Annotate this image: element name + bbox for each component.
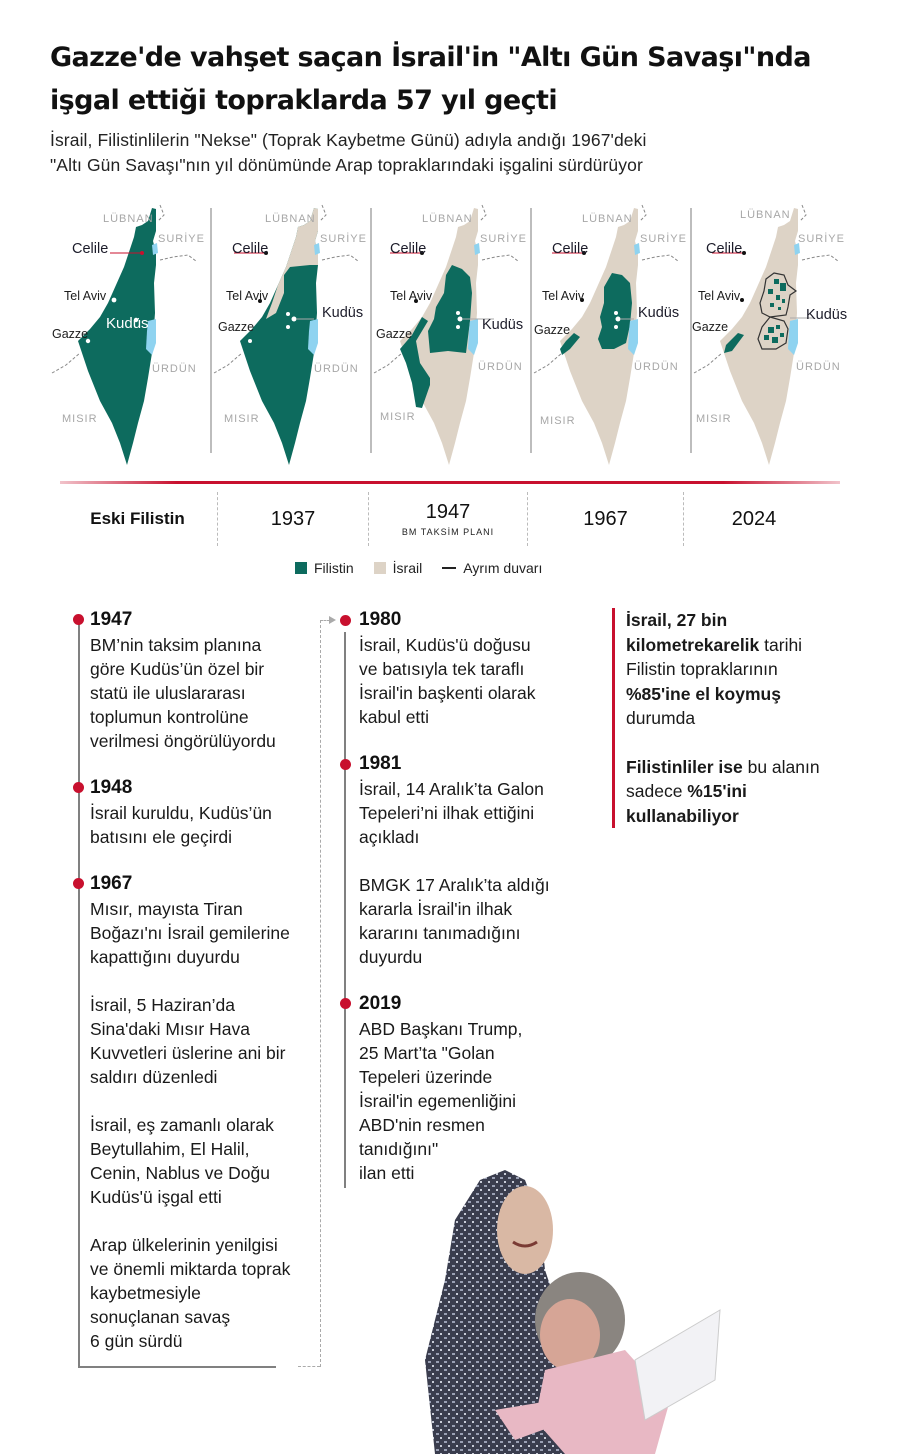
timeline-year-2019: 2019 bbox=[359, 993, 402, 1014]
period-1967 bbox=[528, 490, 683, 548]
label-celile: Celile bbox=[552, 241, 589, 257]
subtitle-line-1: İsrail, Filistinlilerin "Nekse" (Toprak Kaybetme Günü) adıyla andığı 1967'deki bbox=[50, 130, 647, 150]
arrow-right-icon bbox=[329, 616, 336, 624]
timeline-year-1981: 1981 bbox=[359, 753, 402, 774]
label-misir: MISIR bbox=[540, 415, 576, 427]
label-lubnan: LÜBNAN bbox=[103, 213, 154, 225]
map-legend bbox=[295, 560, 542, 576]
label-gazze: Gazze bbox=[376, 327, 413, 341]
period-label: 1937 bbox=[270, 507, 316, 530]
period-2024 bbox=[684, 490, 824, 548]
label-tel-aviv: Tel Aviv bbox=[542, 289, 585, 303]
map-1947 bbox=[370, 203, 530, 473]
timeline-text: ABD Başkanı Trump, 25 Mart’ta "Golan Tepeleri üzerinde İsrail'in egemenliğini ABD'nin resmen tanıdığını" ilan etti bbox=[359, 1019, 523, 1183]
label-celile: Celile bbox=[232, 241, 269, 257]
page-subtitle bbox=[50, 128, 870, 178]
swatch-filistin-icon bbox=[295, 562, 307, 574]
label-tel-aviv: Tel Aviv bbox=[390, 289, 433, 303]
photo-illustration bbox=[395, 1160, 725, 1454]
label-lubnan: LÜBNAN bbox=[422, 213, 473, 225]
label-suriye: SURİYE bbox=[798, 233, 845, 245]
timeline-dot bbox=[340, 615, 351, 626]
label-celile: Celile bbox=[706, 241, 743, 257]
timeline-text: İsrail kuruldu, Kudüs’ün batısını ele geçirdi bbox=[90, 803, 272, 847]
period-1937 bbox=[218, 490, 368, 548]
label-kudus: Kudüs bbox=[322, 305, 364, 321]
map-1967 bbox=[530, 203, 690, 473]
label-tel-aviv: Tel Aviv bbox=[226, 289, 269, 303]
timeline-dot bbox=[73, 782, 84, 793]
label-lubnan: LÜBNAN bbox=[265, 213, 316, 225]
label-tel-aviv: Tel Aviv bbox=[698, 289, 741, 303]
timeline-text: Mısır, mayısta Tiran Boğazı'nı İsrail gemilerine kapattığını duyurdu bbox=[90, 899, 290, 967]
legend-label: Ayrım duvarı bbox=[463, 560, 543, 576]
period-label: Eski Filistin bbox=[90, 509, 185, 528]
period-eski-filistin bbox=[60, 490, 215, 548]
timeline-text: İsrail, Kudüs'ü doğusu ve batısıyla tek taraflı İsrail'in başkenti olarak kabul etti bbox=[359, 635, 536, 727]
label-kudus: Kudüs bbox=[806, 307, 848, 323]
period-sublabel: BM TAKSİM PLANI bbox=[401, 527, 495, 537]
period-label: 2024 bbox=[731, 507, 777, 530]
timeline-year-1948: 1948 bbox=[90, 777, 133, 798]
label-gazze: Gazze bbox=[534, 323, 571, 337]
label-lubnan: LÜBNAN bbox=[582, 213, 633, 225]
legend-label: İsrail bbox=[392, 560, 423, 576]
label-kudus: Kudüs bbox=[482, 317, 524, 333]
legend-filistin bbox=[295, 560, 354, 576]
label-urdun: ÜRDÜN bbox=[152, 363, 197, 375]
label-misir: MISIR bbox=[380, 411, 416, 423]
timeline-text: İsrail, 5 Haziran’da Sina'daki Mısır Hava Kuvvetleri üslerine ani bir saldırı düzenledi bbox=[90, 995, 286, 1087]
photo-mother-child bbox=[395, 1160, 725, 1454]
swatch-israil-icon bbox=[374, 562, 386, 574]
label-celile: Celile bbox=[72, 241, 109, 257]
timeline-right-line bbox=[344, 632, 346, 1188]
legend-wall bbox=[442, 560, 542, 576]
red-divider bbox=[60, 481, 840, 484]
label-gazze: Gazze bbox=[218, 320, 255, 334]
stat-paragraph-1: İsrail, 27 bin kilometrekarelik tarihi Filistin topraklarının %85'ine el koymuş durumda bbox=[626, 610, 803, 728]
label-lubnan: LÜBNAN bbox=[740, 209, 791, 221]
timeline-year-1947: 1947 bbox=[90, 609, 133, 630]
period-labels bbox=[60, 490, 840, 548]
label-gazze: Gazze bbox=[52, 327, 89, 341]
timeline-dot bbox=[73, 614, 84, 625]
label-urdun: ÜRDÜN bbox=[478, 361, 523, 373]
historical-maps bbox=[48, 203, 848, 473]
period-label: 1967 bbox=[583, 507, 628, 530]
timeline-dot bbox=[340, 998, 351, 1009]
page-title bbox=[50, 36, 870, 122]
label-misir: MISIR bbox=[696, 413, 732, 425]
timeline-text: İsrail, 14 Aralık’ta Galon Tepeleri’ni ilhak ettiğini açıkladı bbox=[359, 779, 544, 847]
label-urdun: ÜRDÜN bbox=[796, 361, 841, 373]
timeline-left-bottom bbox=[78, 1366, 276, 1368]
title-line-1: Gazze'de vahşet saçan İsrail'in "Altı Gün Savaşı"nda bbox=[50, 42, 811, 73]
timeline-text: İsrail, eş zamanlı olarak Beytullahim, El Halil, Cenin, Nablus ve Doğu Kudüs'ü işgal etti bbox=[90, 1115, 274, 1207]
label-urdun: ÜRDÜN bbox=[634, 361, 679, 373]
timeline-text: BM’nin taksim planına göre Kudüs’ün özel bir statü ile uluslararası toplumun kontrolüne verilmesi öngörülüyordu bbox=[90, 635, 276, 751]
label-tel-aviv: Tel Aviv bbox=[64, 289, 107, 303]
timeline-left-line bbox=[78, 620, 80, 1368]
legend-israil bbox=[374, 560, 423, 576]
timeline-year-1967: 1967 bbox=[90, 873, 133, 894]
stat-callout bbox=[612, 608, 852, 828]
period-1947 bbox=[369, 490, 527, 548]
map-eski-filistin bbox=[48, 203, 208, 473]
timeline-year-1980: 1980 bbox=[359, 609, 402, 630]
label-kudus: Kudüs bbox=[638, 305, 680, 321]
period-label: 1947 bbox=[425, 501, 471, 523]
stat-paragraph-2: Filistinliler ise bu alanın sadece %15'ini kullanabiliyor bbox=[626, 756, 820, 826]
label-misir: MISIR bbox=[224, 413, 260, 425]
subtitle-line-2: "Altı Gün Savaşı"nın yıl dönümünde Arap topraklarındaki işgalini sürdürüyor bbox=[50, 155, 643, 175]
legend-label: Filistin bbox=[314, 560, 354, 576]
label-suriye: SURİYE bbox=[480, 233, 527, 245]
label-urdun: ÜRDÜN bbox=[314, 363, 359, 375]
label-gazze: Gazze bbox=[692, 320, 729, 334]
label-suriye: SURİYE bbox=[158, 233, 205, 245]
title-line-2: işgal ettiği topraklarda 57 yıl geçti bbox=[50, 85, 557, 116]
timeline-text: BMGK 17 Aralık’ta aldığı kararla İsrail'in ilhak kararını tanımadığını duyurdu bbox=[359, 875, 550, 967]
label-suriye: SURİYE bbox=[320, 233, 367, 245]
timeline-text: Arap ülkelerinin yenilgisi ve önemli miktarda toprak kaybetmesiyle sonuçlanan savaş 6 gün sürdü bbox=[90, 1235, 291, 1351]
timeline-dot bbox=[340, 759, 351, 770]
label-misir: MISIR bbox=[62, 413, 98, 425]
connector-vertical bbox=[320, 620, 321, 1367]
map-2024 bbox=[690, 203, 850, 473]
label-kudus: Kudüs bbox=[106, 315, 149, 332]
map-1937 bbox=[210, 203, 370, 473]
label-celile: Celile bbox=[390, 241, 427, 257]
connector-bottom bbox=[298, 1366, 320, 1367]
label-suriye: SURİYE bbox=[640, 233, 687, 245]
timeline-dot bbox=[73, 878, 84, 889]
line-wall-icon bbox=[442, 567, 456, 569]
